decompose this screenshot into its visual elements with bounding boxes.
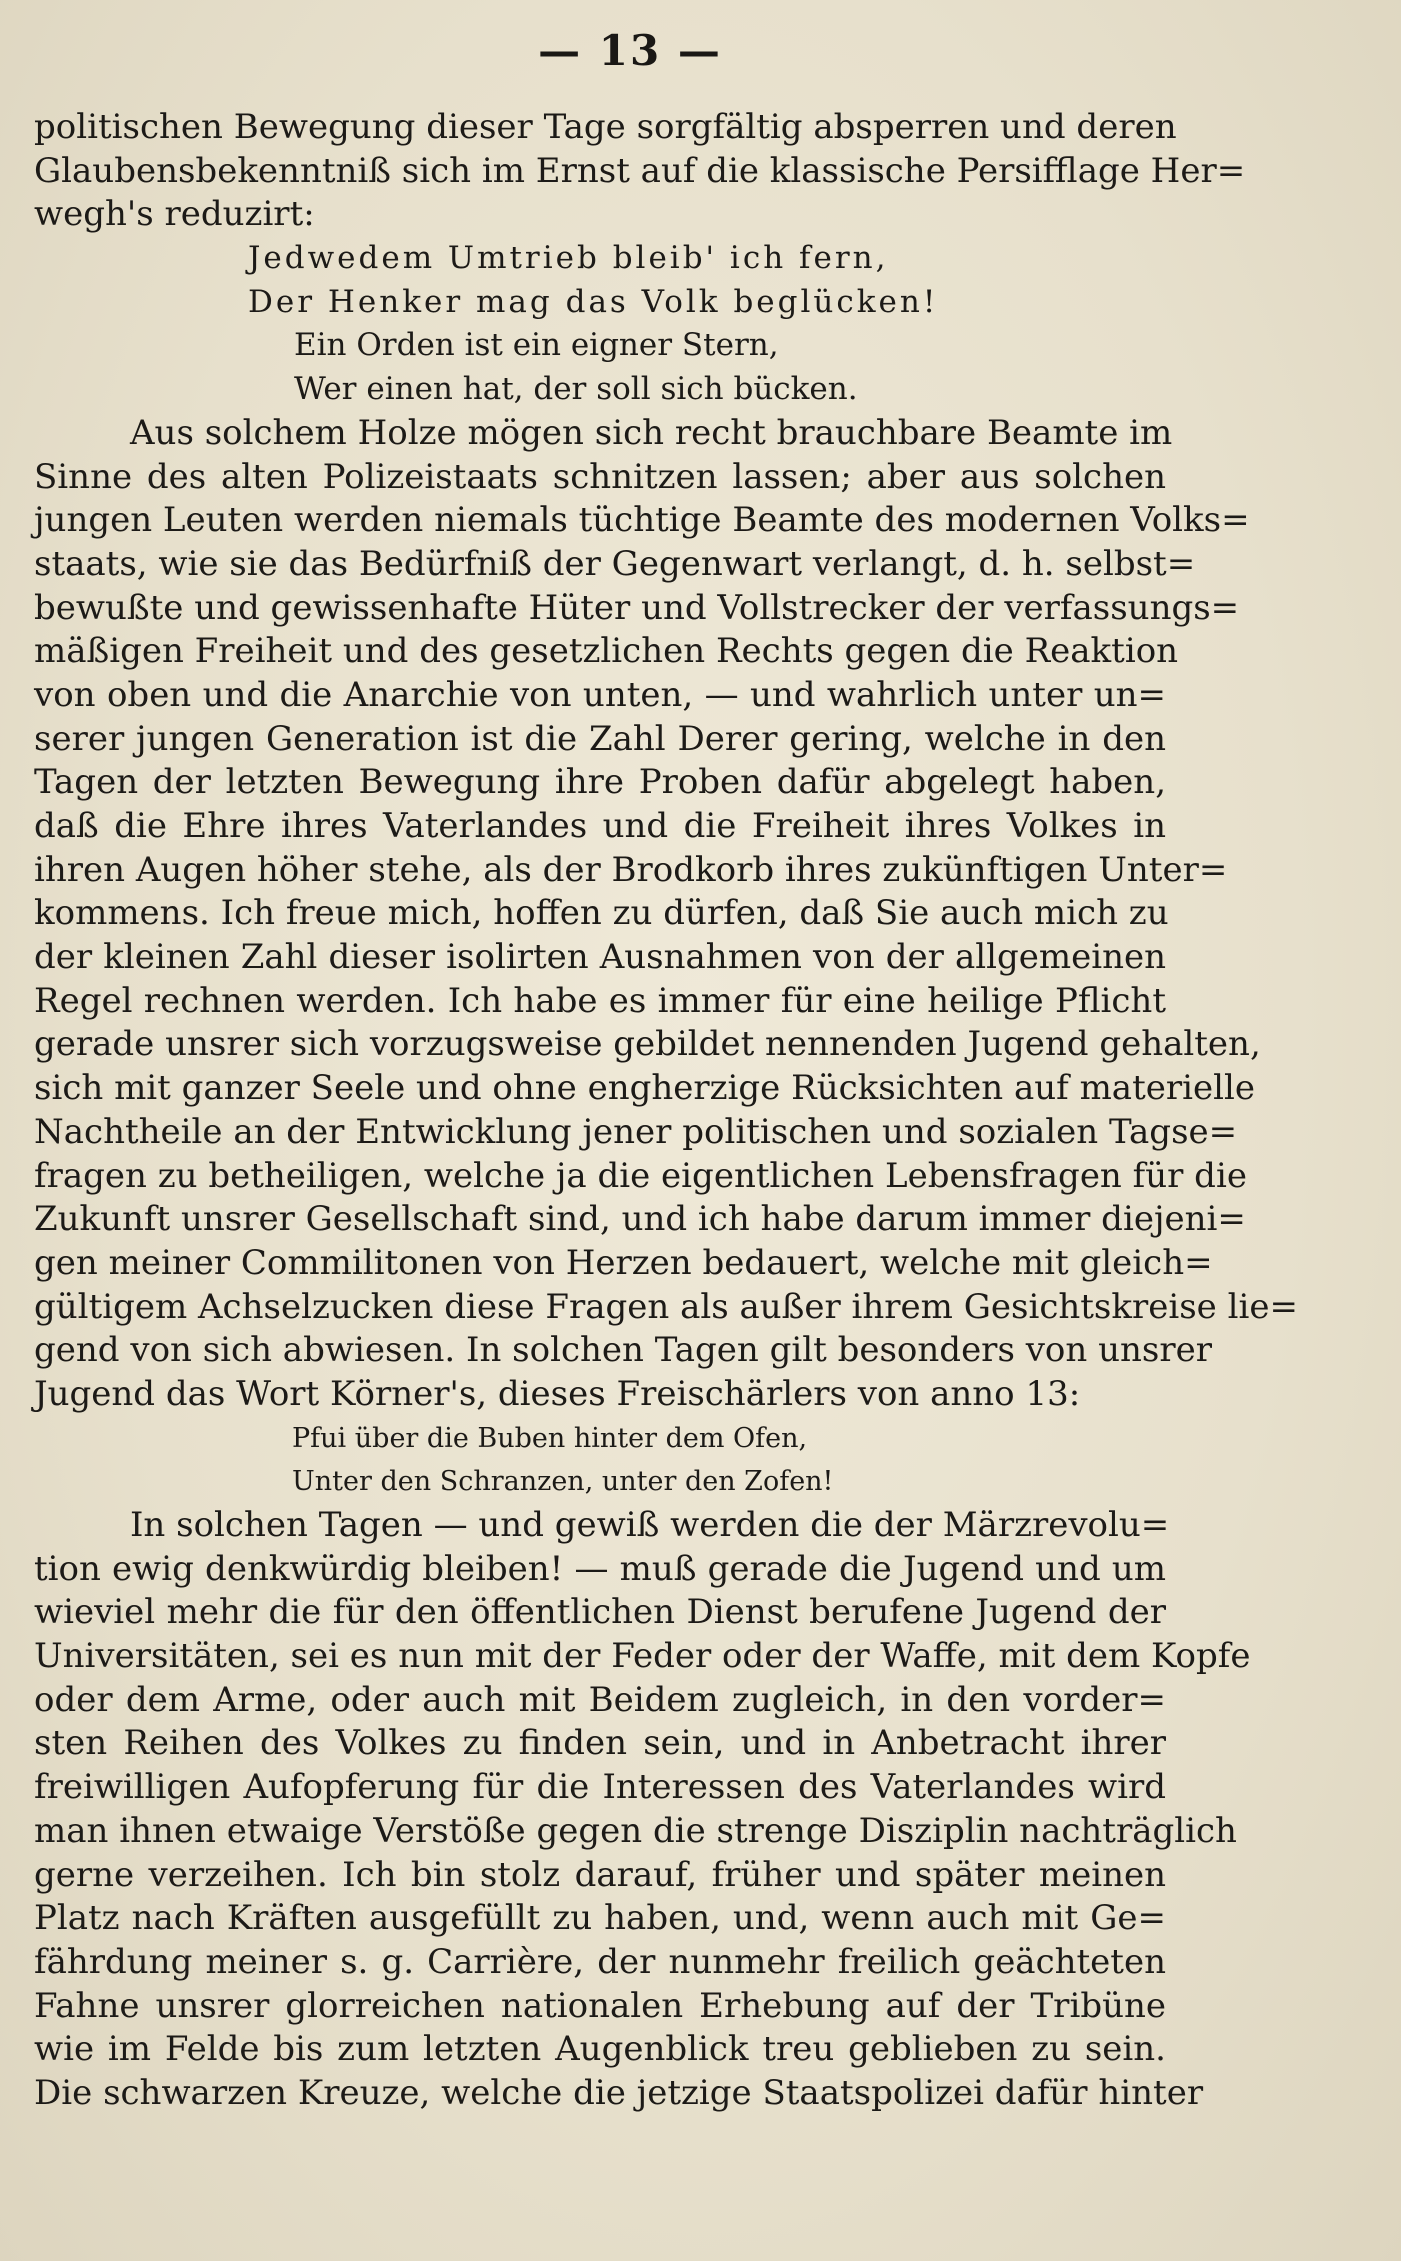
text-line: Die schwarzen Kreuze, welche die jetzige Staatspolizei dafür hinter [34, 2072, 1204, 2113]
text-line: oder dem Arme, oder auch mit Beidem zugleich, in den vorder= [34, 1679, 1166, 1720]
text-line: gend von sich abwiesen. In solchen Tagen gilt besonders von unsrer [34, 1330, 1212, 1371]
text-line: daß die Ehre ihres Vaterlandes und die Freiheit ihres Volkes in [34, 806, 1166, 846]
verse-line: Der Henker mag das Volk beglücken! [248, 283, 939, 320]
text-line: sten Reihen des Volkes zu finden sein, und in Anbetracht ihrer [34, 1723, 1166, 1764]
text-line: staats, wie sie das Bedürfniß der Gegenwart verlangt, d. h. selbst= [34, 543, 1196, 584]
text-line: Nachtheile an der Entwicklung jener politischen und sozialen Tagse= [34, 1111, 1238, 1152]
text-line: gen meiner Commilitonen von Herzen bedauert, welche mit gleich= [34, 1242, 1213, 1283]
text-line: Fahne unsrer glorreichen nationalen Erhebung auf der Tribüne [34, 1985, 1166, 2026]
text-line: Regel rechnen werden. Ich habe es immer für eine heilige Pflicht [34, 980, 1166, 1021]
text-line: von oben und die Anarchie von unten, — und wahrlich unter un= [34, 674, 1166, 715]
verse-line: Unter den Schranzen, unter den Zofen! [292, 1466, 834, 1498]
text-line: bewußte und gewissenhafte Hüter und Vollstrecker der verfassungs= [34, 587, 1240, 628]
text-line: sich mit ganzer Seele und ohne engherzige Rücksichten auf materielle [34, 1068, 1255, 1109]
text-line: Glaubensbekenntniß sich im Ernst auf die klassische Persifflage Her= [34, 150, 1246, 191]
text-line: Platz nach Kräften ausgefüllt zu haben, und, wenn auch mit Ge= [34, 1898, 1166, 1939]
text-line: jungen Leuten werden niemals tüchtige Beamte des modernen Volks= [34, 500, 1250, 541]
text-line: fragen zu betheiligen, welche ja die eigentlichen Lebensfragen für die [34, 1155, 1247, 1196]
text-line: gerade unsrer sich vorzugsweise gebildet nennenden Jugend gehalten, [34, 1024, 1261, 1065]
text-line: Universitäten, sei es nun mit der Feder oder der Waffe, mit dem Kopfe [34, 1636, 1251, 1677]
text-line: mäßigen Freiheit und des gesetzlichen Rechts gegen die Reaktion [34, 631, 1179, 672]
text-line: fährdung meiner s. g. Carrière, der nunmehr freilich geächteten [34, 1941, 1166, 1982]
paragraph-1 [34, 412, 1298, 1417]
text-line: gerne verzeihen. Ich bin stolz darauf, früher und später meinen [34, 1854, 1166, 1895]
page-number: — 13 — [538, 26, 722, 75]
verse-quote-herwegh [34, 237, 1166, 412]
text-line: politischen Bewegung dieser Tage sorgfältig absperren und deren [34, 107, 1177, 147]
verse-quote-koerner [34, 1417, 1166, 1504]
text-line: der kleinen Zahl dieser isolirten Ausnahmen von der allgemeinen [34, 937, 1166, 978]
text-line: Sinne des alten Polizeistaats schnitzen lassen; aber aus solchen [34, 456, 1166, 497]
text-line: kommens. Ich freue mich, hoffen zu dürfen, daß Sie auch mich zu [34, 893, 1169, 934]
text-line: Aus solchem Holze mögen sich recht brauchbare Beamte im [130, 412, 1173, 453]
verse-line: Pfui über die Buben hinter dem Ofen, [292, 1422, 808, 1454]
text-line: Jugend das Wort Körner's, dieses Freischärlers von anno 13: [34, 1373, 1081, 1414]
verse-line: Jedwedem Umtrieb bleib' ich fern, [248, 240, 889, 277]
verse-line: Ein Orden ist ein eigner Stern, [294, 327, 779, 364]
text-line: man ihnen etwaige Verstöße gegen die strenge Disziplin nachträglich [34, 1810, 1237, 1851]
text-line: serer jungen Generation ist die Zahl Derer gering, welche in den [34, 718, 1166, 759]
text-line: Zukunft unsrer Gesellschaft sind, und ich habe darum immer diejeni= [34, 1199, 1246, 1240]
text-line: freiwilligen Aufopferung für die Interessen des Vaterlandes wird [34, 1767, 1166, 1808]
verse-line: Wer einen hat, der soll sich bücken. [294, 371, 858, 408]
text-line: wie im Felde bis zum letzten Augenblick treu geblieben zu sein. [34, 2029, 1166, 2070]
text-line: wieviel mehr die für den öffentlichen Dienst berufene Jugend der [34, 1592, 1166, 1633]
text-line: gültigem Achselzucken diese Fragen als außer ihrem Gesichtskreise lie= [34, 1286, 1298, 1327]
text-line: tion ewig denkwürdig bleiben! — muß gerade die Jugend und um [34, 1548, 1166, 1589]
paragraph-2 [34, 1504, 1251, 2116]
body-text [34, 106, 1298, 2116]
text-line: Tagen der letzten Bewegung ihre Proben dafür abgelegt haben, [34, 762, 1166, 803]
text-line: ihren Augen höher stehe, als der Brodkorb ihres zukünftigen Unter= [34, 849, 1228, 890]
text-line: wegh's reduzirt: [34, 194, 315, 235]
text-line: In solchen Tagen — und gewiß werden die der Märzrevolu= [130, 1505, 1170, 1545]
